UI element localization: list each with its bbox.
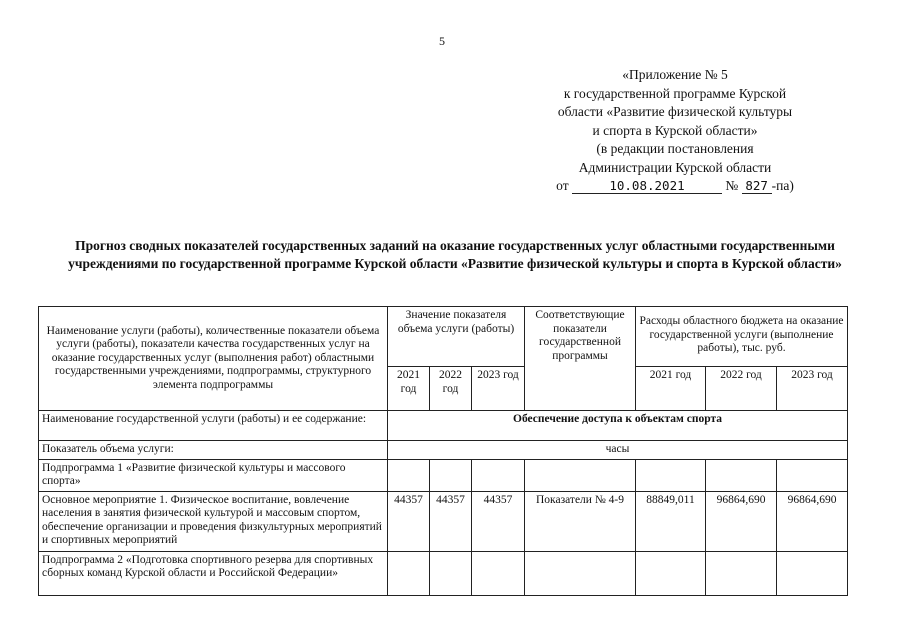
header-name-col: Наименование услуги (работы), количественные показатели объема услуги (работы), показатели качества государственных услуг на оказание государственных услуг (выполнения работ) областными государственными учреждениями, подпрограммы, структурного элемента подпрограммы <box>39 307 388 411</box>
indicator-row <box>39 441 848 460</box>
decree-date: 10.08.2021 <box>572 178 722 194</box>
indicator-value: часы <box>388 441 848 460</box>
related-indicators <box>525 459 636 491</box>
table-row <box>39 491 848 551</box>
value-2023: 44357 <box>472 491 525 551</box>
header-year: 2022 год <box>430 367 472 411</box>
expense-2021 <box>636 551 706 595</box>
expense-2021: 88849,011 <box>636 491 706 551</box>
header-year: 2022 год <box>706 367 777 411</box>
document-title: Прогноз сводных показателей государственных заданий на оказание государственных услуг областными государственными учреждениями по государственной программе Курской области «Развитие физической культуры и спорта в Курской области» <box>68 238 842 271</box>
appendix-line: области «Развитие физической культуры <box>557 104 793 119</box>
expense-2023 <box>777 459 848 491</box>
value-2023 <box>472 459 525 491</box>
page-number: 5 <box>439 34 445 48</box>
row-name: Подпрограмма 1 «Развитие физической культуры и массового спорта» <box>39 459 388 491</box>
service-value: Обеспечение доступа к объектам спорта <box>388 411 848 441</box>
indicator-label: Показатель объема услуги: <box>39 441 388 460</box>
header-expense-group: Расходы областного бюджета на оказание государственной услуги (выполнение работы), тыс. руб. <box>636 307 848 367</box>
header-year: 2023 год <box>472 367 525 411</box>
appendix-line: «Приложение № 5 <box>622 67 728 82</box>
appendix-line: к государственной программе Курской <box>563 85 787 101</box>
appendix-line: Администрации Курской области <box>578 159 772 175</box>
value-2021 <box>388 459 430 491</box>
value-2021: 44357 <box>388 491 430 551</box>
decree-date-line <box>525 177 825 196</box>
value-2022 <box>430 459 472 491</box>
related-indicators: Показатели № 4-9 <box>525 491 636 551</box>
header-year: 2021 год <box>636 367 706 411</box>
value-2023 <box>472 551 525 595</box>
row-name: Подпрограмма 2 «Подготовка спортивного резерва для спортивных сборных команд Курской области и Российской Федерации» <box>39 551 388 595</box>
expense-2023: 96864,690 <box>777 491 848 551</box>
appendix-block <box>525 66 825 196</box>
header-year: 2021 год <box>388 367 430 411</box>
appendix-line: и спорта в Курской области» <box>592 122 758 138</box>
number-suffix: -па) <box>771 178 794 193</box>
related-indicators <box>525 551 636 595</box>
expense-2023 <box>777 551 848 595</box>
indicators-table <box>38 306 848 596</box>
value-2021 <box>388 551 430 595</box>
service-row <box>39 411 848 441</box>
expense-2021 <box>636 459 706 491</box>
expense-2022 <box>706 459 777 491</box>
expense-2022 <box>706 551 777 595</box>
table-row <box>39 551 848 595</box>
number-prefix: № <box>725 178 739 193</box>
service-label: Наименование государственной услуги (работы) и ее содержание: <box>39 411 388 441</box>
table-row <box>39 459 848 491</box>
header-related: Соответствующие показатели государственной программы <box>525 307 636 411</box>
date-prefix: от <box>556 178 569 193</box>
value-2022: 44357 <box>430 491 472 551</box>
row-name: Основное мероприятие 1. Физическое воспитание, вовлечение населения в занятия физической культурой и массовым спортом, обеспечение организации и проведения физкультурных мероприятий и спортивных мероприятий <box>39 491 388 551</box>
table-header-row <box>39 307 848 367</box>
expense-2022: 96864,690 <box>706 491 777 551</box>
header-year: 2023 год <box>777 367 848 411</box>
decree-number: 827 <box>742 178 772 194</box>
value-2022 <box>430 551 472 595</box>
appendix-line: (в редакции постановления <box>596 141 754 156</box>
header-value-group: Значение показателя объема услуги (работы) <box>388 307 525 367</box>
